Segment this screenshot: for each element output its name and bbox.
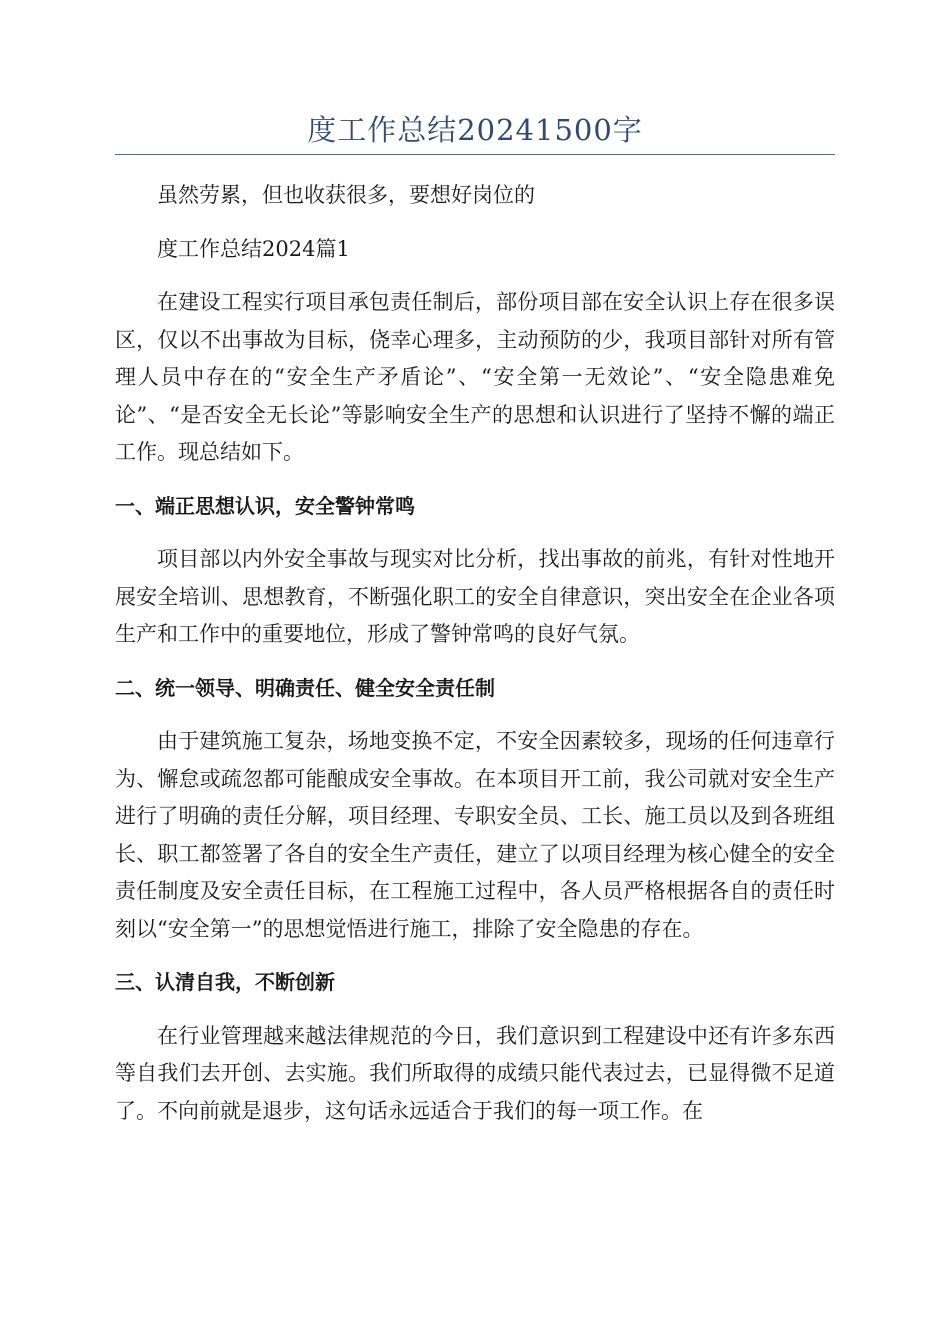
paragraph-4: 在行业管理越来越法律规范的今日，我们意识到工程建设中还有许多东西等自我们去开创、去实施。我们所取得的成绩只能代表过去，已显得微不足道了。不向前就是退步，这句话永远适合于我们的每一项工作。在 xyxy=(115,1023,835,1123)
paragraph-1: 在建设工程实行项目承包责任制后，部份项目部在安全认识上存在很多误区，仅以不出事故为目标，侥幸心理多，主动预防的少，我项目部针对所有管理人员中存在的“安全生产矛盾论”、“安全第一无效论”、“安全隐患难免论”、“是否安全无长论”等影响安全生产的思想和认识进行了坚持不懈的端正工作。现总结如下。 xyxy=(115,290,835,464)
title-underline xyxy=(115,154,835,155)
document-page xyxy=(115,108,835,1130)
paragraph-3: 由于建筑施工复杂，场地变换不定，不安全因素较多，现场的任何违章行为、懈怠或疏忽都可能酿成安全事故。在本项目开工前，我公司就对安全生产进行了明确的责任分解，项目经理、专职安全员、工长、施工员以及到各班组长、职工都签署了各自的安全生产责任，建立了以项目经理为核心健全的安全责任制度及安全责任目标，在工程施工过程中，各人员严格根据各自的责任时刻以“安全第一”的思想觉悟进行施工，排除了安全隐患的存在。 xyxy=(115,729,835,941)
intro-line: 虽然劳累，但也收获很多，要想好岗位的 xyxy=(157,183,535,207)
section-heading-3: 三、认清自我，不断创新 xyxy=(115,970,335,994)
section-heading-2: 二、统一领导、明确责任、健全安全责任制 xyxy=(115,675,495,700)
paragraph-2: 项目部以内外安全事故与现实对比分析，找出事故的前兆，有针对性地开展安全培训、思想教育，不断强化职工的安全自律意识，突出安全在企业各项生产和工作中的重要地位，形成了警钟常鸣的良好气氛。 xyxy=(115,547,835,646)
section-heading-1: 一、端正思想认识，安全警钟常鸣 xyxy=(115,493,415,518)
subtitle-line: 度工作总结2024篇1 xyxy=(157,236,350,261)
document-title: 度工作总结20241500字 xyxy=(307,113,643,147)
